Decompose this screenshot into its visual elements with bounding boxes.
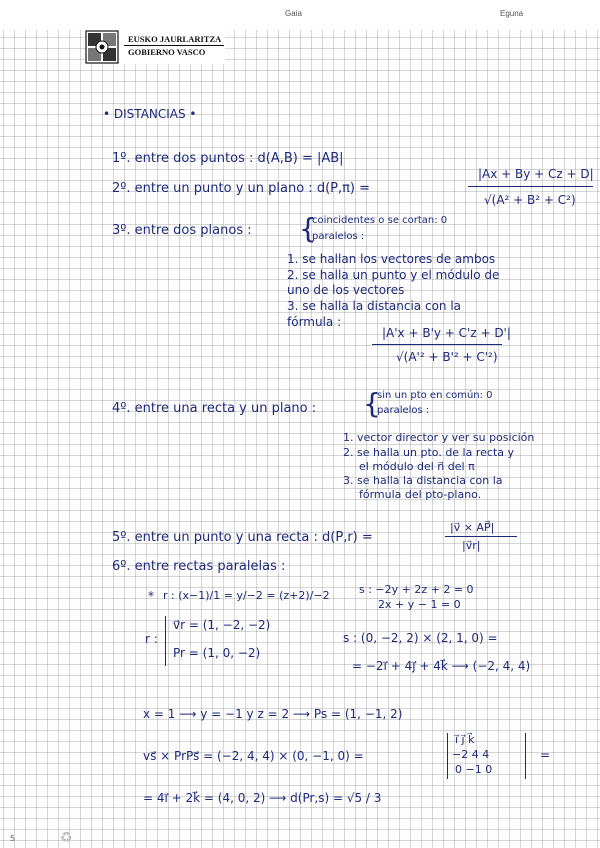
line-plane-step-2b: el módulo del n⃗ del π bbox=[359, 460, 475, 473]
determinant-row-3: 0 −1 0 bbox=[455, 763, 493, 776]
header-eguna: Eguna bbox=[500, 9, 524, 18]
r-direction-vector: v⃗r = (1, −2, −2) bbox=[173, 618, 271, 632]
item-2-denominator: √(A² + B² + C²) bbox=[484, 193, 576, 207]
line-plane-step-1: 1. vector director y ver su posición bbox=[343, 431, 535, 444]
page-number: 5 bbox=[10, 834, 16, 843]
logo-line-1: EUSKO JAURLARITZA bbox=[128, 34, 222, 44]
plane-formula-denominator: √(A'² + B'² + C'²) bbox=[396, 350, 498, 364]
item-5-denominator: |v⃗r| bbox=[462, 539, 481, 552]
header-gaia: Gaia bbox=[285, 9, 302, 18]
plane-step-3b: fórmula : bbox=[287, 315, 342, 329]
line-plane-step-3b: fórmula del pto-plano. bbox=[359, 488, 482, 501]
determinant-equals: = bbox=[540, 748, 551, 762]
line-s-equation-1: s : −2y + 2z + 2 = 0 bbox=[359, 583, 474, 596]
s-cross-product: s : (0, −2, 2) × (2, 1, 0) = bbox=[343, 631, 498, 645]
brace bbox=[165, 616, 166, 666]
item-2-lhs: 2º. entre un punto y un plano : d(P,π) = bbox=[112, 181, 371, 196]
point-on-s: x = 1 ⟶ y = −1 y z = 2 ⟶ Ps = (1, −1, 2) bbox=[143, 707, 403, 721]
item-3-option-1: coincidentes o se cortan: 0 bbox=[312, 215, 448, 226]
item-4-option-1: sin un pto en común: 0 bbox=[377, 390, 493, 401]
fraction-bar bbox=[445, 536, 517, 537]
item-6: 6º. entre rectas paralelas : bbox=[112, 559, 286, 574]
fraction-bar bbox=[372, 344, 502, 345]
line-plane-step-3: 3. se halla la distancia con la bbox=[343, 474, 503, 487]
recycle-icon: ♻ bbox=[60, 830, 73, 846]
example-star: * bbox=[148, 589, 154, 603]
plane-step-1: 1. se hallan los vectores de ambos bbox=[287, 252, 496, 266]
plane-step-2b: uno de los vectores bbox=[287, 283, 405, 297]
coat-of-arms-icon bbox=[85, 30, 119, 64]
line-s-equation-2: 2x + y − 1 = 0 bbox=[378, 598, 461, 611]
determinant-row-2: −2 4 4 bbox=[452, 748, 490, 761]
s-direction-result: = −2i⃗ + 4j⃗ + 4k⃗ ⟶ (−2, 4, 4) bbox=[352, 659, 531, 673]
r-label: r : bbox=[145, 632, 158, 646]
item-2-numerator: |Ax + By + Cz + D| bbox=[478, 167, 594, 181]
brace: { bbox=[299, 212, 317, 245]
line-plane-step-2: 2. se halla un pto. de la recta y bbox=[343, 446, 515, 459]
item-1-points: 1º. entre dos puntos : d(A,B) = |AB| bbox=[112, 151, 344, 166]
line-r-equation: r : (x−1)/1 = y/−2 = (z+2)/−2 bbox=[163, 589, 330, 602]
item-4-lhs: 4º. entre una recta y un plano : bbox=[112, 401, 317, 416]
item-3-lhs: 3º. entre dos planos : bbox=[112, 223, 252, 238]
plane-formula-numerator: |A'x + B'y + C'z + D'| bbox=[382, 326, 511, 340]
plane-step-2: 2. se halla un punto y el módulo de bbox=[287, 268, 500, 282]
determinant-bar-left bbox=[447, 733, 448, 779]
item-5-numerator: |v⃗ × AP⃗| bbox=[450, 521, 495, 534]
final-result: = 4i⃗ + 2k⃗ = (4, 0, 2) ⟶ d(Pr,s) = √5 / 3 bbox=[143, 791, 382, 805]
government-logo bbox=[85, 30, 225, 64]
item-5-lhs: 5º. entre un punto y una recta : d(P,r) = bbox=[112, 530, 373, 545]
logo-line-2: GOBIERNO VASCO bbox=[128, 47, 206, 57]
item-4-option-2: paralelos : bbox=[377, 405, 430, 416]
determinant-bar-right bbox=[525, 733, 526, 779]
plane-step-3: 3. se halla la distancia con la bbox=[287, 299, 462, 313]
item-3-option-2: paralelos : bbox=[312, 231, 365, 242]
page-title: • DISTANCIAS • bbox=[103, 107, 197, 121]
cross-product-line: vs⃗ × PrPs⃗ = (−2, 4, 4) × (0, −1, 0) = bbox=[143, 749, 364, 763]
r-point: Pr = (1, 0, −2) bbox=[173, 646, 261, 660]
determinant-row-1: i⃗ j⃗ k⃗ bbox=[455, 733, 475, 746]
brace: { bbox=[363, 387, 381, 420]
fraction-bar bbox=[468, 186, 593, 187]
